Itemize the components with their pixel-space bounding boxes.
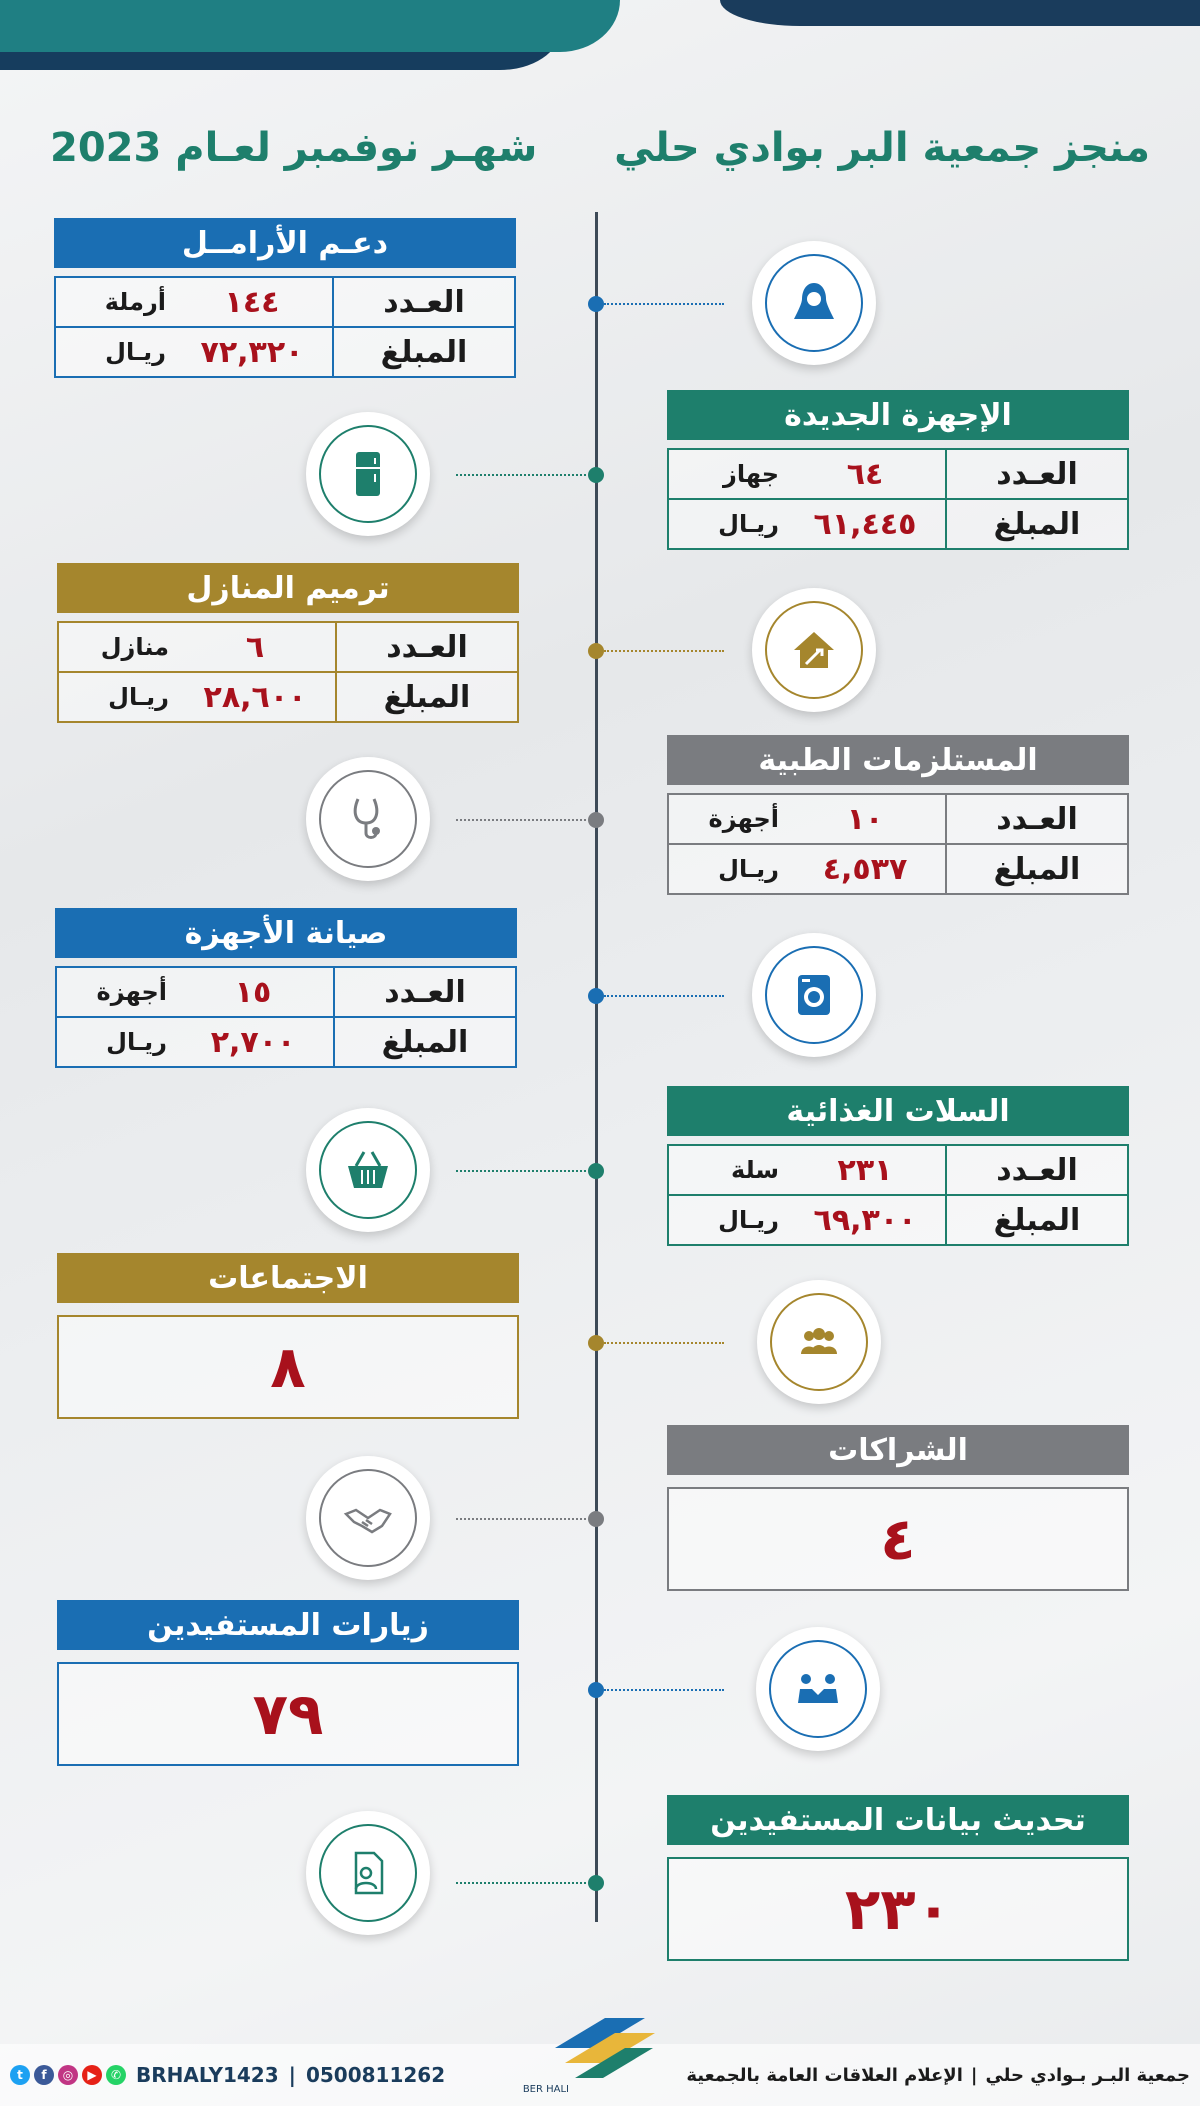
dept-name: الإعلام العلاقات العامة بالجمعية — [686, 2064, 963, 2086]
connector — [456, 1170, 586, 1172]
table-row — [669, 1146, 1127, 1194]
amount-label: المبلغ — [333, 1018, 515, 1066]
count-value: ٢٣١ — [837, 1152, 893, 1188]
table-row — [59, 623, 517, 671]
card-title: دعـم الأرامــل — [54, 218, 516, 268]
stethoscope-icon — [342, 793, 394, 845]
count-label: العـدد — [332, 278, 514, 326]
meetings-value: ٨ — [57, 1315, 519, 1419]
page-title — [50, 118, 1150, 178]
timeline-dot — [588, 988, 604, 1004]
connector — [604, 303, 724, 305]
count-unit: أجهزة — [96, 978, 167, 1006]
count-value: ١٤٤ — [224, 284, 280, 320]
meetings-circle — [757, 1280, 881, 1404]
footer-contact — [10, 2063, 445, 2087]
divider: | — [970, 2064, 978, 2086]
basket-icon — [342, 1144, 394, 1196]
logo-mark-icon — [522, 2008, 665, 2098]
table-row — [669, 498, 1127, 548]
card-table — [667, 1144, 1129, 1246]
table-row — [669, 795, 1127, 843]
visit-icon — [792, 1663, 844, 1715]
amount-unit: ريـال — [106, 1028, 167, 1056]
count-value: ١٠ — [846, 801, 884, 837]
fridge-icon — [342, 448, 394, 500]
org-logo — [522, 2008, 665, 2098]
count-label: العـدد — [945, 450, 1127, 498]
table-row — [56, 278, 514, 326]
amount-value: ٦٩,٣٠٠ — [813, 1202, 917, 1238]
header-swoosh-right — [720, 0, 1200, 26]
youtube-icon[interactable]: ▶ — [82, 2065, 102, 2085]
timeline-dot — [588, 643, 604, 659]
table-row — [669, 843, 1127, 893]
card-partnerships — [667, 1425, 1129, 1591]
card-title: المستلزمات الطبية — [667, 735, 1129, 785]
card-home-repair — [57, 563, 519, 723]
amount-value: ٢٨,٦٠٠ — [203, 679, 307, 715]
table-row — [59, 671, 517, 721]
card-visits — [57, 1600, 519, 1766]
handshake-icon — [342, 1492, 394, 1544]
amount-value: ٧٢,٣٢٠ — [200, 334, 304, 370]
card-title: ترميم المنازل — [57, 563, 519, 613]
home-repair-circle — [752, 588, 876, 712]
amount-unit: ريـال — [105, 338, 166, 366]
timeline-dot — [588, 296, 604, 312]
connector — [604, 650, 724, 652]
card-maintenance — [55, 908, 517, 1068]
divider: | — [288, 2063, 296, 2087]
food-baskets-circle — [306, 1108, 430, 1232]
amount-label: المبلغ — [332, 328, 514, 376]
amount-label: المبلغ — [945, 1196, 1127, 1244]
twitter-icon[interactable]: t — [10, 2065, 30, 2085]
count-value: ٦ — [245, 629, 265, 665]
connector — [604, 995, 724, 997]
count-label: العـدد — [945, 795, 1127, 843]
count-value: ١٥ — [234, 974, 272, 1010]
timeline-dot — [588, 812, 604, 828]
logo-text: BER HALI — [522, 2084, 569, 2095]
card-meetings — [57, 1253, 519, 1419]
table-row — [57, 1016, 515, 1066]
card-title: صيانة الأجهزة — [55, 908, 517, 958]
count-unit: أجهزة — [708, 805, 779, 833]
connector — [456, 819, 586, 821]
visits-value: ٧٩ — [57, 1662, 519, 1766]
table-row — [56, 326, 514, 376]
instagram-icon[interactable]: ◎ — [58, 2065, 78, 2085]
table-row — [57, 968, 515, 1016]
card-title: السلات الغذائية — [667, 1086, 1129, 1136]
timeline-dot — [588, 1163, 604, 1179]
widows-circle — [752, 241, 876, 365]
card-table — [54, 276, 516, 378]
card-table — [57, 621, 519, 723]
maintenance-circle — [752, 933, 876, 1057]
connector — [604, 1689, 724, 1691]
amount-label: المبلغ — [945, 500, 1127, 548]
count-unit: أرملة — [104, 288, 166, 316]
table-row — [669, 1194, 1127, 1244]
washer-icon — [788, 969, 840, 1021]
partnerships-circle — [306, 1456, 430, 1580]
card-new-devices — [667, 390, 1129, 550]
card-table — [667, 448, 1129, 550]
card-table — [667, 793, 1129, 895]
count-unit: جهاز — [723, 460, 779, 488]
connector — [456, 474, 586, 476]
amount-value: ٦١,٤٤٥ — [813, 506, 917, 542]
facebook-icon[interactable]: f — [34, 2065, 54, 2085]
count-unit: منازل — [100, 633, 169, 661]
amount-unit: ريـال — [718, 855, 779, 883]
connector — [456, 1518, 586, 1520]
amount-unit: ريـال — [718, 510, 779, 538]
title-main: منجز جمعية البر بوادي حلي — [614, 125, 1150, 171]
timeline-dot — [588, 1875, 604, 1891]
phone[interactable]: 0500811262 — [305, 2063, 446, 2087]
count-label: العـدد — [333, 968, 515, 1016]
count-unit: سلة — [731, 1156, 779, 1184]
house-icon — [788, 624, 840, 676]
title-sub: شهـر نوفمبر لعـام 2023 — [50, 125, 538, 171]
timeline-dot — [588, 1335, 604, 1351]
widow-icon — [788, 277, 840, 329]
card-title: الإجهزة الجديدة — [667, 390, 1129, 440]
card-table — [55, 966, 517, 1068]
amount-unit: ريـال — [718, 1206, 779, 1234]
card-title: تحديث بيانات المستفيدين — [667, 1795, 1129, 1845]
header-swoosh-teal — [0, 0, 620, 52]
table-row — [669, 450, 1127, 498]
connector — [604, 1342, 724, 1344]
amount-value: ٤,٥٣٧ — [822, 851, 908, 887]
card-data-update — [667, 1795, 1129, 1961]
visits-circle — [756, 1627, 880, 1751]
card-title: زيارات المستفيدين — [57, 1600, 519, 1650]
partnerships-value: ٤ — [667, 1487, 1129, 1591]
amount-label: المبلغ — [335, 673, 517, 721]
amount-value: ٢,٧٠٠ — [210, 1024, 296, 1060]
timeline-dot — [588, 467, 604, 483]
timeline-dot — [588, 1511, 604, 1527]
new-devices-circle — [306, 412, 430, 536]
footer-org — [686, 2065, 1190, 2086]
people-group-icon — [793, 1316, 845, 1368]
count-value: ٦٤ — [846, 456, 884, 492]
whatsapp-icon[interactable]: ✆ — [106, 2065, 126, 2085]
timeline-dot — [588, 1682, 604, 1698]
org-name: جمعية البـر بـوادي حلي — [985, 2064, 1190, 2086]
social-icons — [10, 2065, 126, 2085]
data-update-circle — [306, 1811, 430, 1935]
data-update-value: ٢٣٠ — [667, 1857, 1129, 1961]
count-label: العـدد — [335, 623, 517, 671]
card-medical — [667, 735, 1129, 895]
handle[interactable]: BRHALY1423 — [136, 2063, 279, 2087]
card-food-baskets — [667, 1086, 1129, 1246]
card-widows — [54, 218, 516, 378]
card-title: الاجتماعات — [57, 1253, 519, 1303]
amount-label: المبلغ — [945, 845, 1127, 893]
medical-circle — [306, 757, 430, 881]
connector — [456, 1882, 586, 1884]
card-title: الشراكات — [667, 1425, 1129, 1475]
document-user-icon — [342, 1847, 394, 1899]
amount-unit: ريـال — [108, 683, 169, 711]
count-label: العـدد — [945, 1146, 1127, 1194]
